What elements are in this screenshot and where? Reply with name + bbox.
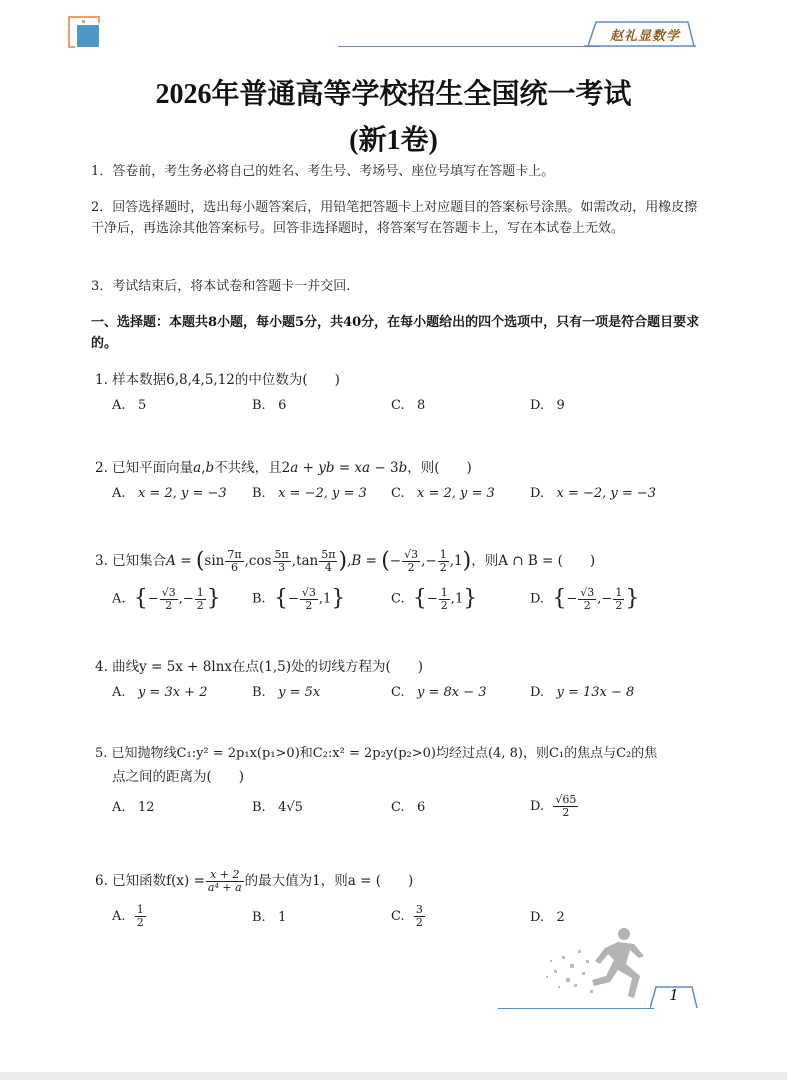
q1-option-b: B. 6 xyxy=(252,398,287,413)
q4-option-c: C. y = 8x − 3 xyxy=(391,685,487,700)
bottom-strip xyxy=(0,1072,787,1080)
q6-option-d: D. 2 xyxy=(530,910,565,925)
instruction-3: 3．考试结束后，将本试卷和答题卡一并交回. xyxy=(91,279,351,294)
q5-option-a: A. 12 xyxy=(112,800,155,815)
q2-option-d: D. x = −2, y = −3 xyxy=(530,486,657,501)
question-6-stem: 6. 已知函数f(x) = $\frac{x + 2}{\text{a⁴ + a}}$ 的最大值为1，则a = ( ) xyxy=(95,868,414,894)
brand-name: 赵礼显数学 xyxy=(609,29,680,44)
q5-option-d: D. $\frac{√65}{2}$ xyxy=(530,793,577,819)
q1-option-c: C. 8 xyxy=(391,398,426,413)
q3-option-a: A. {− $\frac{√3}{2}$ ,− $\frac{1}{2}$ } xyxy=(112,585,221,612)
question-1-stem: 1. 样本数据6,8,4,5,12的中位数为( ) xyxy=(95,372,340,388)
q2-option-b: B. x = −2, y = 3 xyxy=(252,486,367,501)
q3-option-c: C. {− $\frac{1}{2}$ ,1} xyxy=(391,585,478,612)
q6-option-a: A. $\frac{1}{2}$ xyxy=(112,903,144,929)
logo-icon xyxy=(68,16,102,50)
q6-option-b: B. 1 xyxy=(252,910,287,925)
exam-subtitle: (新1卷) xyxy=(349,125,438,156)
q4-option-a: A. y = 3x + 2 xyxy=(112,685,208,700)
q4-option-b: B. y = 5x xyxy=(252,685,321,700)
q3-option-b: B. {− $\frac{√3}{2}$ ,1} xyxy=(252,585,346,612)
question-5-stem-line-1: 5. 已知抛物线C₁:y² = 2p₁x(p₁>0)和C₂:x² = 2p₂y(p₂>0)均经过点(4, 8)，则C₁的焦点与C₂的焦 xyxy=(95,746,658,761)
q3-option-d: D. {− $\frac{√3}{2}$ ,− $\frac{1}{2}$ } xyxy=(530,585,640,612)
question-5-stem-line-2: 点之间的距离为( ) xyxy=(112,769,245,785)
instruction-2: 2．回答选择题时，选出每小题答案后，用铅笔把答题卡上对应题目的答案标号涂黑。如需改动，用橡皮擦干净后，再选涂其他答案标号。回答非选择题时，将答案写在答题卡上，写在本试卷上无效。 xyxy=(91,200,698,236)
q1-option-a: A. 5 xyxy=(112,398,147,413)
question-4-stem: 4. 曲线y = 5x + 8lnx在点(1,5)处的切线方程为( ) xyxy=(95,659,424,675)
q2-option-a: A. x = 2, y = −3 xyxy=(112,486,227,501)
page-number: 1 xyxy=(669,986,679,1004)
q1-option-d: D. 9 xyxy=(530,398,565,413)
exam-title: 2026年普通高等学校招生全国统一考试 xyxy=(155,79,632,110)
question-2-stem: 2. 已知平面向量a,b不共线，且2a + yb = xa − 3b，则( ) xyxy=(95,460,472,476)
q5-option-c: C. 6 xyxy=(391,800,426,815)
q4-option-d: D. y = 13x − 8 xyxy=(530,685,635,700)
footer-rule xyxy=(498,1008,654,1009)
q6-option-c: C. $\frac{3}{2}$ xyxy=(391,903,423,929)
instruction-1: 1．答卷前，考生务必将自己的姓名、考生号、考场号、座位号填写在答题卡上。 xyxy=(91,164,555,179)
header-rule xyxy=(338,46,600,47)
q5-option-b: B. 4√5 xyxy=(252,800,303,815)
q2-option-c: C. x = 2, y = 3 xyxy=(391,486,495,501)
section-heading: 一、选择题：本题共8小题，每小题5分，共40分，在每小题给出的四个选项中，只有一项是符合题目要求的。 xyxy=(91,315,700,351)
question-3-stem: 3. 已知集合A = (sin $\frac{7\pi}{6}$ ,cos $\frac{5\pi}{3}$ ,tan $\frac{5\pi}{4}$ ),B = (− $\frac{√3}{2}$ ,− $\frac{1}{2}$ ,1)，则A ∩ B = ( ) xyxy=(95,548,596,574)
